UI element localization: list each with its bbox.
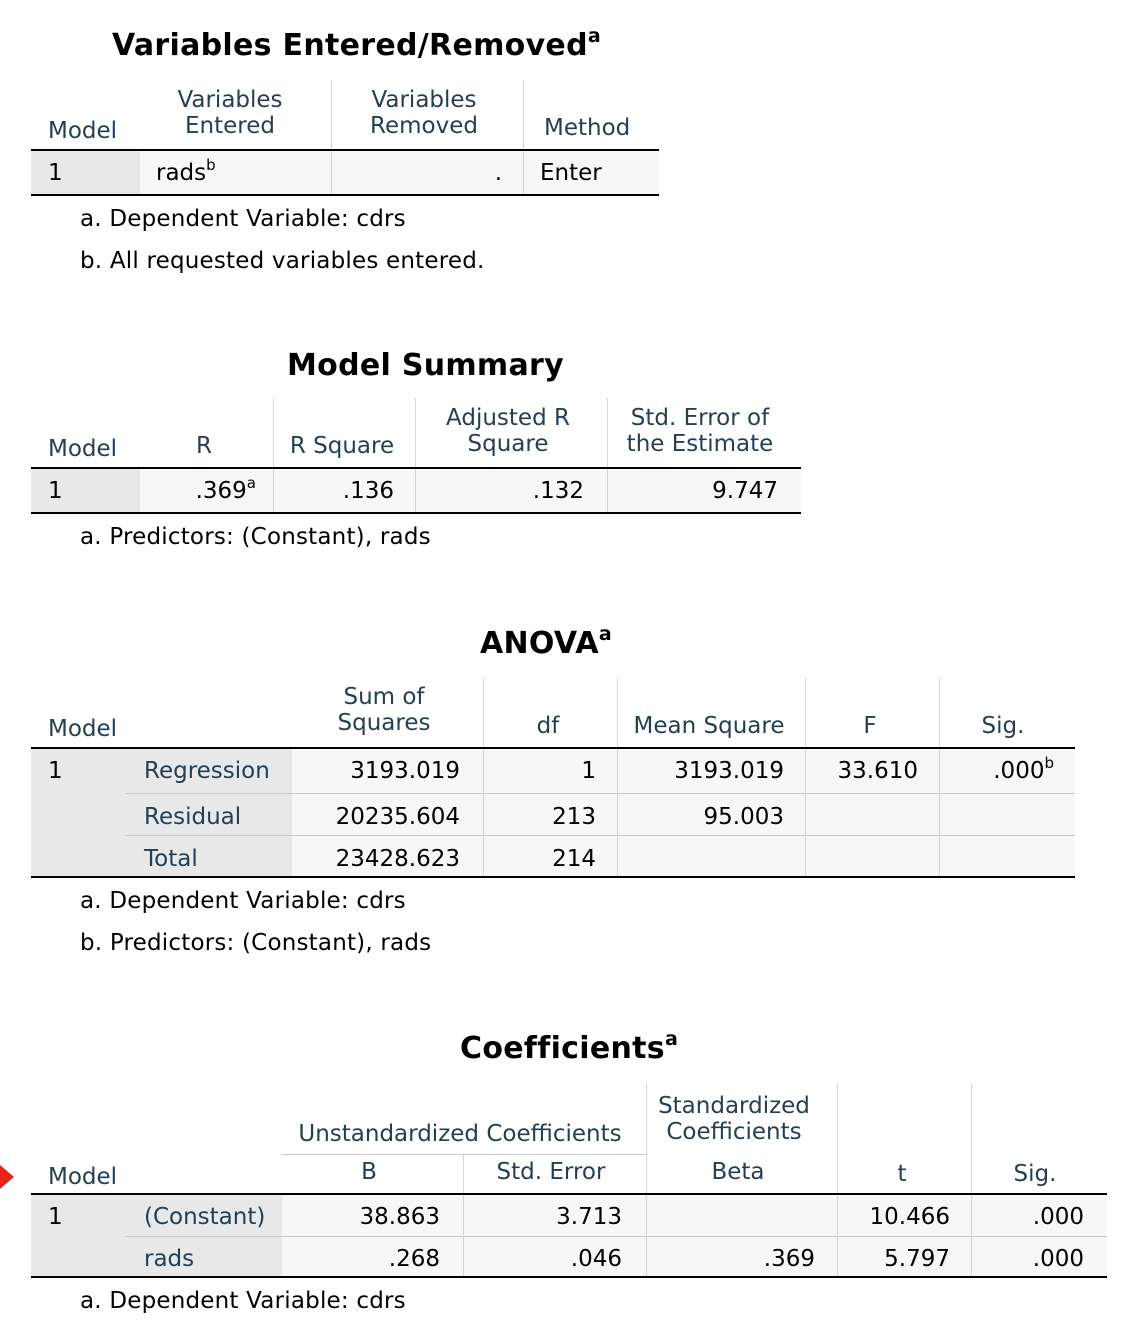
col-header-sig: Sig. [1013,1161,1057,1187]
cell-std-error: .046 [570,1246,622,1272]
footnote-a: a. Dependent Variable: cdrs [80,888,406,914]
footnote-b: b. Predictors: (Constant), rads [80,930,432,956]
row-model: 1 [48,758,63,784]
col-header-beta: Beta [711,1159,765,1185]
col-header-mean-square: Mean Square [633,713,785,739]
cell-r: .369$^a$ [195,474,256,504]
col-header-model: Model [48,716,118,742]
cell-t: 10.466 [869,1204,950,1230]
col-header-model: Model [48,1164,118,1190]
col-header-model: Model [48,118,118,144]
cell-mean-square: 3193.019 [674,758,784,784]
cell-sum-of-squares: 3193.019 [350,758,460,784]
row-model: 1 [48,478,63,504]
table-title: Coefficients$^a$ [460,1028,679,1066]
cell-sig: .000 [1032,1204,1084,1230]
col-header-r-square: R Square [289,433,395,459]
cell-variables-entered: rads$^b$ [156,156,216,186]
cell-r-square: .136 [342,478,394,504]
cell-sig: .000$^b$ [993,754,1054,784]
row-label-total: Total [144,846,198,872]
col-header-model: Model [48,436,118,462]
col-header-std-error: Std. Error [496,1159,606,1185]
col-header-f: F [863,713,877,739]
cell-sum-of-squares: 20235.604 [335,804,460,830]
table-title: Variables Entered/Removed$^a$ [112,25,601,63]
footnote-a: a. Predictors: (Constant), rads [80,524,431,550]
cell-method: Enter [540,160,602,186]
table-title: ANOVA$^a$ [480,623,613,661]
footnote-a: a. Dependent Variable: cdrs [80,206,406,232]
footnote-a: a. Dependent Variable: cdrs [80,1288,406,1314]
cell-b: 38.863 [359,1204,440,1230]
cell-variables-removed: . [494,160,502,186]
cell-t: 5.797 [884,1246,950,1272]
table-title: Model Summary [287,348,564,383]
col-header-method: Method [544,115,631,141]
cell-b: .268 [388,1246,440,1272]
cell-beta: .369 [763,1246,815,1272]
col-header-std-error: Std. Error of the Estimate [626,405,774,457]
row-model: 1 [48,160,63,186]
col-header-adjusted-r-square: Adjusted R Square [446,405,570,457]
row-label-residual: Residual [144,804,242,830]
row-label-rads: rads [144,1246,195,1272]
cell-sig: .000 [1032,1246,1084,1272]
col-header-variables-removed: Variables Removed [370,87,478,139]
col-header-standardized-coefficients: Standardized Coefficients [658,1093,810,1145]
cell-mean-square: 95.003 [703,804,784,830]
cell-f: 33.610 [837,758,918,784]
cell-sum-of-squares: 23428.623 [335,846,460,872]
col-header-sum-of-squares: Sum of Squares [337,684,431,736]
row-label-constant: (Constant) [144,1204,266,1230]
col-header-b: B [361,1159,377,1185]
cell-df: 213 [552,804,596,830]
col-header-variables-entered: Variables Entered [177,87,283,139]
col-header-sig: Sig. [981,713,1025,739]
cell-df: 214 [552,846,596,872]
cell-df: 1 [581,758,596,784]
cell-adjusted-r-square: .132 [532,478,584,504]
cell-std-error: 9.747 [712,478,778,504]
footnote-b: b. All requested variables entered. [80,248,485,274]
col-header-r: R [196,433,212,459]
current-output-marker-icon [0,1165,14,1189]
cell-std-error: 3.713 [556,1204,622,1230]
row-label-regression: Regression [144,758,270,784]
row-model: 1 [48,1204,63,1230]
col-header-unstandardized-coefficients: Unstandardized Coefficients [298,1121,622,1147]
col-header-t: t [897,1161,907,1187]
col-header-df: df [536,713,560,739]
